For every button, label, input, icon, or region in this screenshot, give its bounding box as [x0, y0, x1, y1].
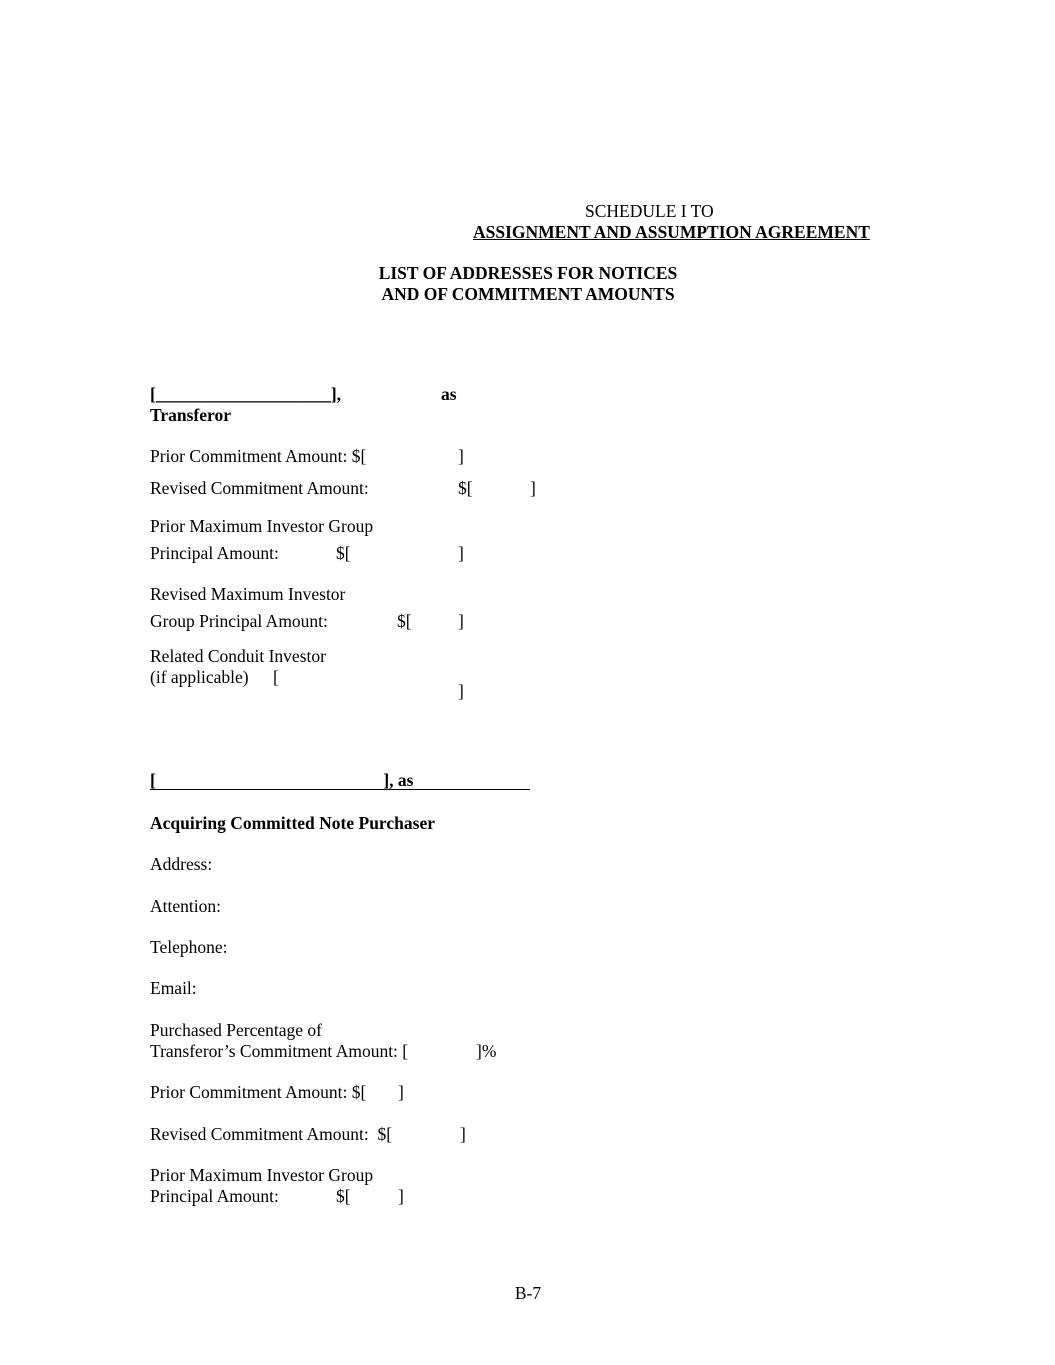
transferor-revised-max-value: $[	[397, 611, 412, 631]
transferor-revised-commitment-close: ]	[530, 478, 536, 498]
transferor-as: as	[441, 384, 457, 404]
acquirer-email: Email:	[150, 978, 197, 998]
acquirer-prior-max-close: ]	[398, 1186, 404, 1206]
acquirer-telephone: Telephone:	[150, 937, 228, 957]
acquirer-name-underline	[150, 789, 530, 790]
transferor-prior-max-value: $[	[336, 543, 351, 563]
acquirer-revised-commitment-label: Revised Commitment Amount: $[	[150, 1124, 393, 1144]
page-number: B-7	[514, 1283, 542, 1303]
transferor-revised-max-line1: Revised Maximum Investor	[150, 584, 346, 604]
acquirer-purchased-pct-label: Transferor’s Commitment Amount: [	[150, 1041, 409, 1061]
transferor-prior-commitment-close: ]	[458, 446, 464, 466]
transferor-role: Transferor	[150, 405, 231, 425]
transferor-prior-max-label: Principal Amount:	[150, 543, 279, 563]
transferor-revised-max-close: ]	[458, 611, 464, 631]
list-title-line2: AND OF COMMITMENT AMOUNTS	[381, 284, 675, 304]
acquirer-attention: Attention:	[150, 896, 221, 916]
acquirer-prior-max-line1: Prior Maximum Investor Group	[150, 1165, 374, 1185]
acquirer-name-line: [ ], as	[150, 770, 414, 790]
transferor-prior-max-line1: Prior Maximum Investor Group	[150, 516, 374, 536]
acquirer-role: Acquiring Committed Note Purchaser	[150, 813, 435, 833]
acquirer-revised-commitment-close: ]	[460, 1124, 466, 1144]
list-title-line1: LIST OF ADDRESSES FOR NOTICES	[378, 263, 678, 283]
acquirer-prior-commitment-close: ]	[398, 1082, 404, 1102]
transferor-prior-commitment-label: Prior Commitment Amount: $[	[150, 446, 367, 466]
acquirer-prior-max-label: Principal Amount:	[150, 1186, 279, 1206]
transferor-conduit-label: (if applicable)	[150, 667, 249, 687]
transferor-revised-commitment-value: $[	[458, 478, 473, 498]
transferor-conduit-value: [	[273, 667, 279, 687]
acquirer-purchased-pct-line1: Purchased Percentage of	[150, 1020, 323, 1040]
transferor-conduit-close: ]	[458, 681, 464, 701]
transferor-revised-commitment-label: Revised Commitment Amount:	[150, 478, 369, 498]
acquirer-prior-max-value: $[	[336, 1186, 351, 1206]
transferor-prior-max-close: ]	[458, 543, 464, 563]
transferor-conduit-line1: Related Conduit Investor	[150, 646, 326, 666]
agreement-title: ASSIGNMENT AND ASSUMPTION AGREEMENT	[473, 222, 870, 242]
transferor-name-blank: [____________________],	[150, 384, 342, 404]
acquirer-prior-commitment-label: Prior Commitment Amount: $[	[150, 1082, 367, 1102]
acquirer-address: Address:	[150, 854, 213, 874]
transferor-revised-max-label: Group Principal Amount:	[150, 611, 328, 631]
acquirer-purchased-pct-close: ]%	[476, 1041, 497, 1061]
schedule-label: SCHEDULE I TO	[585, 201, 714, 221]
